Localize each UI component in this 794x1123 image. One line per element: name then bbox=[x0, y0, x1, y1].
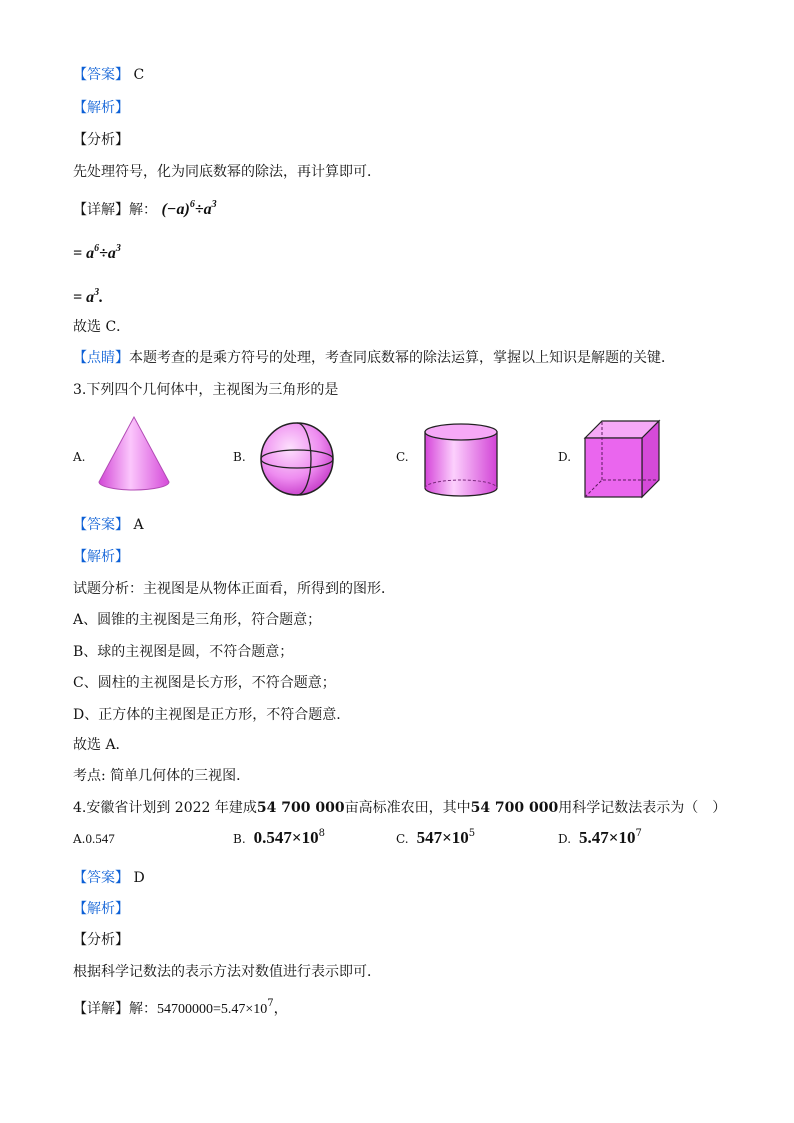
expr-1: $(-a)^6\div a^3$ bbox=[161, 199, 217, 218]
stem-number-2: 54 700 000 bbox=[470, 800, 559, 816]
question-4-stem: 4.安徽省计划到 2022 年建成54 700 000亩高标准农田，其中54 700 000用科学记数法表示为（ ） bbox=[73, 800, 727, 816]
q4-answer-tag: 【答案】 bbox=[73, 870, 129, 886]
stem-number-1: 54 700 000 bbox=[256, 800, 345, 816]
q4-option-a: A.0.547 bbox=[73, 831, 115, 846]
q3-analysis-line-5: D、正方体的主视图是正方形，不符合题意. bbox=[73, 707, 341, 723]
q4-fenxi-tag: 【分析】 bbox=[73, 932, 129, 948]
expr-2: = $a^6\div a^3$ bbox=[73, 243, 121, 262]
comment-text: 本题考查的是乘方符号的处理，考查同底数幂的除法运算，掌握以上知识是解题的关键． bbox=[129, 350, 675, 366]
option-c-label: C. bbox=[396, 450, 409, 464]
sphere-icon bbox=[255, 419, 339, 499]
answer-line bbox=[73, 66, 144, 84]
q3-kaodian: 考点: 简单几何体的三视图． bbox=[73, 768, 251, 784]
q4-detail-line: 【详解】解：$54700000=5.47\times 10^7$， bbox=[73, 998, 288, 1017]
q3-analysis-line-3: B、球的主视图是圆，不符合题意； bbox=[73, 644, 294, 660]
q4-analysis-tag: 【解析】 bbox=[73, 901, 129, 917]
cylinder-icon bbox=[419, 420, 503, 500]
q3-answer-tag: 【答案】 bbox=[73, 517, 129, 533]
detail-line bbox=[73, 196, 217, 219]
answer-tag: 【答案】 bbox=[73, 67, 129, 83]
cone-icon bbox=[92, 414, 176, 494]
q3-choose-line: 故选 A． bbox=[73, 737, 130, 753]
expr-3: = $a^3$. bbox=[73, 287, 104, 306]
option-d-label: D. bbox=[558, 450, 572, 464]
q4-fenxi-text: 根据科学记数法的表示方法对数值进行表示即可． bbox=[73, 964, 381, 980]
option-a-label: A. bbox=[73, 450, 86, 464]
question-3-stem: 3.下列四个几何体中，主视图为三角形的是 bbox=[73, 382, 339, 398]
cube-icon bbox=[582, 418, 664, 500]
comment-line bbox=[73, 349, 675, 367]
q4-answer-value: D bbox=[133, 870, 145, 886]
q3-answer-value: A bbox=[133, 517, 144, 533]
q3-analysis-line-2: A、圆锥的主视图是三角形，符合题意； bbox=[73, 612, 322, 628]
comment-tag: 【点睛】 bbox=[73, 350, 129, 366]
detail-prefix: 解： bbox=[129, 202, 157, 218]
q4-option-c: C. $547\times 10^5$ bbox=[396, 828, 476, 847]
q3-analysis-line-4: C、圆柱的主视图是长方形，不符合题意； bbox=[73, 675, 336, 691]
q4-answer-line bbox=[73, 869, 145, 887]
q4-option-d: D. $5.47\times 10^7$ bbox=[558, 828, 642, 847]
option-b-label: B. bbox=[233, 450, 246, 464]
answer-value: C bbox=[133, 67, 145, 83]
choose-line: 故选 C． bbox=[73, 319, 131, 335]
q3-answer-line bbox=[73, 516, 144, 534]
fenxi-text: 先处理符号，化为同底数幂的除法，再计算即可． bbox=[73, 164, 381, 180]
detail-tag: 【详解】 bbox=[73, 202, 129, 218]
q3-analysis-tag: 【解析】 bbox=[73, 549, 129, 565]
q3-analysis-line-1: 试题分析：主视图是从物体正面看，所得到的图形． bbox=[73, 581, 395, 597]
q4-detail-tag: 【详解】 bbox=[73, 1001, 129, 1017]
q4-option-b: B. $0.547\times 10^8$ bbox=[233, 828, 325, 847]
analysis-tag: 【解析】 bbox=[73, 100, 129, 116]
fenxi-tag: 【分析】 bbox=[73, 132, 129, 148]
